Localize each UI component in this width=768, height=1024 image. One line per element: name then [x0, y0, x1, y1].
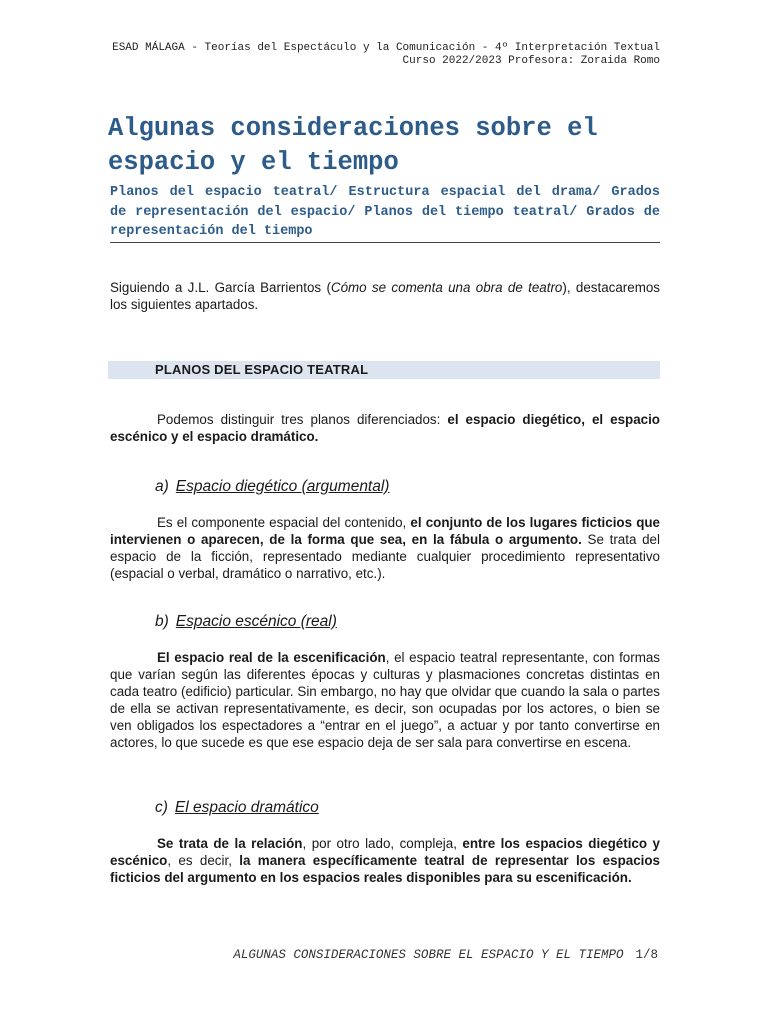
intro-book-title: Cómo se comenta una obra de teatro	[330, 280, 563, 295]
subheading-a	[155, 478, 389, 496]
planes-intro-paragraph	[110, 411, 660, 445]
header-line-institution: ESAD MÁLAGA - Teorías del Espectáculo y la Comunicación - 4º Interpretación Textual	[112, 42, 660, 54]
subheading-b	[155, 613, 337, 631]
planes-intro-text: Podemos distinguir tres planos diferenciados:	[157, 412, 448, 427]
page-number: 1/8	[635, 948, 658, 962]
paragraph-c	[110, 835, 660, 886]
paragraph-c-bold1: Se trata de la relación	[157, 836, 303, 851]
paragraph-c-text2: , es decir,	[167, 853, 240, 868]
paragraph-b-text: , el espacio teatral representante, con formas que varían según las diferentes épocas y culturas y plasmaciones concretas distintas en cada teatro (edificio) particular. Sin embargo, no hay que olvidar que cuando la sala o partes de ella se activan representativamente, es decir, son ocupadas por los actores, o bien se ven obligados los espectadores a “entrar en el juego”, a actuar y por tanto convertirse en actores, lo que sucede es que ese espacio deja de ser sala para convertirse en escena.	[110, 650, 660, 750]
document-title: Algunas consideraciones sobre el espacio y el tiempo	[108, 114, 598, 177]
paragraph-c-bold2: entre los espacios diegético y escénico	[110, 836, 660, 868]
section-heading-bar	[108, 361, 660, 379]
planes-intro-bold: el espacio diegético, el espacio escénico y el espacio dramático.	[110, 412, 660, 444]
paragraph-c-text1: , por otro lado, compleja,	[302, 836, 463, 851]
paragraph-b	[110, 649, 660, 751]
paragraph-a-bold: el conjunto de los lugares ficticios que intervienen o aparecen, de la forma que sea, en la fábula o argumento.	[110, 515, 660, 547]
subheading-c	[155, 799, 319, 817]
subheading-a-title: Espacio diegético (argumental)	[175, 478, 390, 495]
document-header	[112, 42, 660, 68]
intro-paragraph	[110, 279, 660, 313]
intro-text-end: ), destacaremos los siguientes apartados.	[110, 280, 660, 312]
header-line-course: Curso 2022/2023 Profesora: Zoraida Romo	[402, 55, 660, 67]
document-subtitle: Planos del espacio teatral/ Estructura espacial del drama/ Grados de representación del espacio/ Planos del tiempo teatral/ Grados de representación del tiempo	[110, 185, 660, 239]
subheading-a-letter: a)	[155, 478, 169, 495]
paragraph-c-bold3: la manera específicamente teatral de representar los espacios ficticios del argumento en los espacios reales disponibles para su escenificación.	[110, 853, 660, 885]
section-heading: PLANOS DEL ESPACIO TEATRAL	[155, 362, 369, 377]
paragraph-a-text1: Es el componente espacial del contenido,	[157, 515, 411, 530]
subheading-b-title: Espacio escénico (real)	[175, 613, 337, 630]
document-footer	[233, 948, 658, 962]
footer-title: ALGUNAS CONSIDERACIONES SOBRE EL ESPACIO Y EL TIEMPO	[233, 948, 624, 962]
subheading-c-letter: c)	[155, 799, 168, 816]
title-divider	[110, 242, 660, 243]
subheading-c-title: El espacio dramático	[174, 799, 319, 816]
subheading-b-letter: b)	[155, 613, 169, 630]
paragraph-b-bold: El espacio real de la escenificación	[157, 650, 386, 665]
paragraph-a-text2: Se trata del espacio de la ficción, representado mediante cualquier procedimiento representativo (espacial o verbal, dramático o narrativo, etc.).	[110, 532, 660, 581]
paragraph-a	[110, 514, 660, 582]
intro-text-start: Siguiendo a J.L. García Barrientos (	[110, 280, 331, 295]
